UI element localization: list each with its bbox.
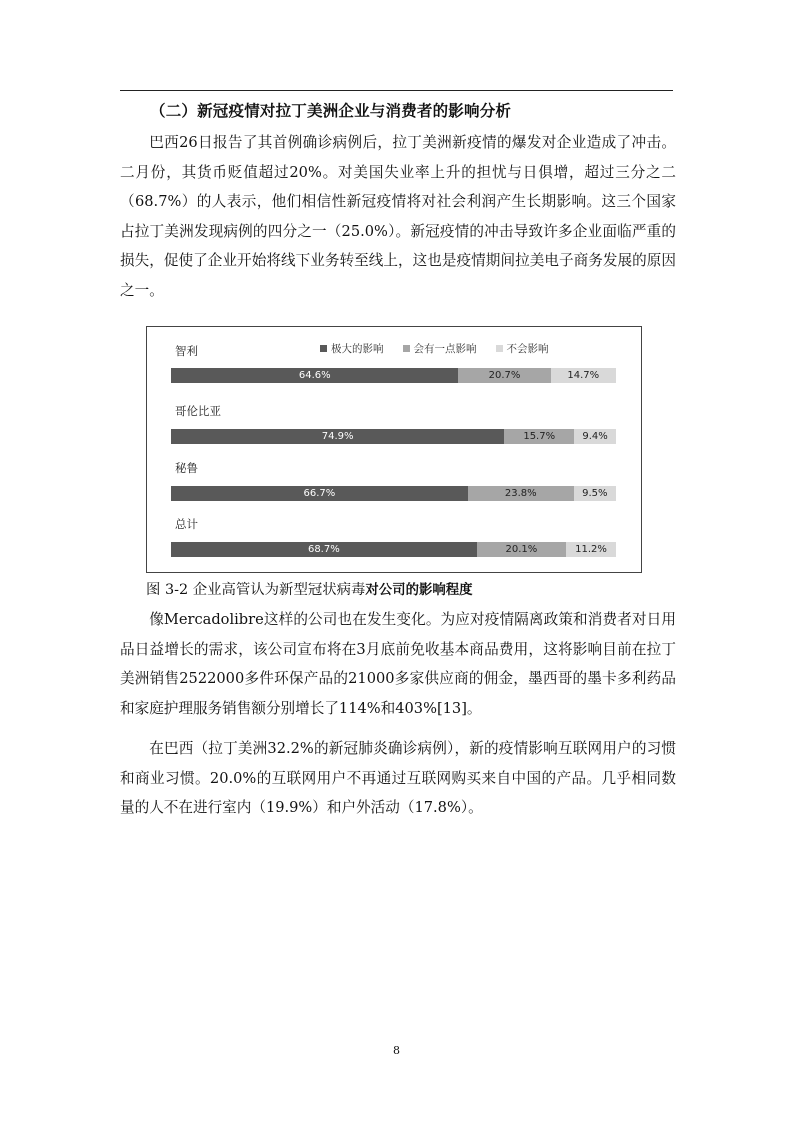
bar-segment-colombia-2: 9.4%: [574, 429, 616, 444]
bar-row-total: [171, 542, 616, 557]
figure-caption: [146, 578, 473, 599]
legend-swatch-none: [496, 345, 503, 352]
header-rule: [120, 90, 673, 91]
bar-segment-chile-1: 20.7%: [458, 368, 550, 383]
section-heading: （二）新冠疫情对拉丁美洲企业与消费者的影响分析: [150, 102, 512, 120]
legend-label-severe: 极大的影响: [331, 343, 384, 355]
category-label-colombia: 哥伦比亚: [175, 404, 221, 418]
chart-legend: [320, 341, 568, 356]
bar-segment-total-0: 68.7%: [171, 542, 477, 557]
bar-segment-colombia-0: 74.9%: [171, 429, 504, 444]
legend-label-none: 不会影响: [506, 343, 549, 355]
paragraph-2: 像Mercadolibre这样的公司也在发生变化。为应对疫情隔离政策和消费者对日用品日益增长的需求，该公司宣布将在3月底前免收基本商品费用，这将影响目前在拉丁美洲销售2522000多件环保产品的21000多家供应商的佣金，墨西哥的墨卡多利药品和家庭护理服务销售额分别增长了114%和403%[13]。: [120, 611, 676, 717]
bar-segment-chile-2: 14.7%: [551, 368, 616, 383]
bar-row-peru: [171, 486, 616, 501]
category-label-total: 总计: [175, 517, 198, 531]
bar-segment-total-2: 11.2%: [566, 542, 616, 557]
caption-bold: 对公司的影响程度: [365, 583, 473, 598]
category-label-peru: 秘鲁: [175, 461, 198, 475]
bar-segment-peru-1: 23.8%: [468, 486, 574, 501]
category-label-chile: 智利: [175, 344, 198, 358]
paragraph-1: 巴西26日报告了其首例确诊病例后，拉丁美洲新疫情的爆发对企业造成了冲击。二月份，其货币贬值超过20%。对美国失业率上升的担忧与日俱增，超过三分之二（68.7%）的人表示，他们相信性新冠疫情将对社会利润产生长期影响。这三个国家占拉丁美洲发现病例的四分之一（25.0%）。新冠疫情的冲击导致许多企业面临严重的损失，促使了企业开始将线下业务转至线上，这也是疫情期间拉美电子商务发展的原因之一。: [120, 134, 676, 299]
bar-segment-chile-0: 64.6%: [171, 368, 458, 383]
legend-label-some: 会有一点影响: [413, 343, 477, 355]
bar-row-chile: [171, 368, 616, 383]
bar-segment-peru-2: 9.5%: [574, 486, 616, 501]
page-number: 8: [393, 1044, 400, 1057]
legend-item-severe: [320, 341, 384, 356]
caption-prefix: 图 3-2 企业高管认为新型冠状病毒: [146, 582, 366, 598]
legend-swatch-some: [403, 345, 410, 352]
legend-item-none: [496, 341, 549, 356]
bar-segment-total-1: 20.1%: [477, 542, 566, 557]
bar-row-colombia: [171, 429, 616, 444]
legend-item-some: [403, 341, 477, 356]
legend-swatch-severe: [320, 345, 327, 352]
paragraph-3: 在巴西（拉丁美洲32.2%的新冠肺炎确诊病例），新的疫情影响互联网用户的习惯和商业习惯。20.0%的互联网用户不再通过互联网购买来自中国的产品。几乎相同数量的人不在进行室内（19.9%）和户外活动（17.8%）。: [120, 740, 676, 816]
bar-segment-colombia-1: 15.7%: [504, 429, 574, 444]
stacked-bar-chart: [146, 326, 642, 573]
bar-segment-peru-0: 66.7%: [171, 486, 468, 501]
